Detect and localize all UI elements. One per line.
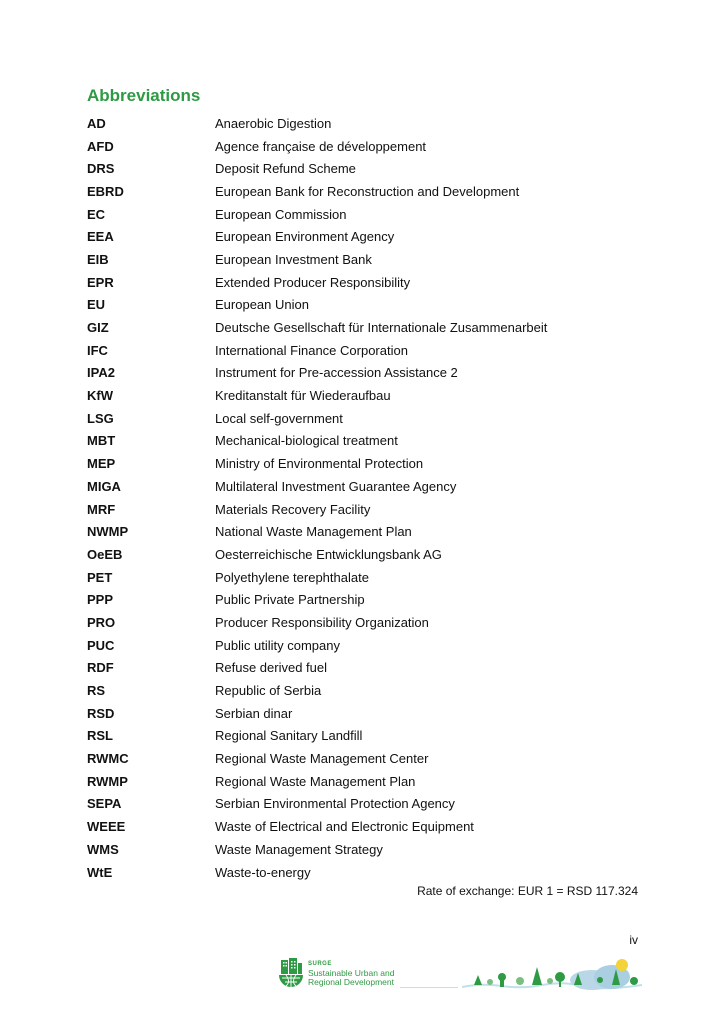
- abbreviation-row: [87, 793, 647, 816]
- abbreviation-term: EU: [87, 297, 106, 313]
- abbreviation-term: RDF: [87, 660, 114, 676]
- abbreviation-term: RSD: [87, 705, 115, 721]
- abbreviation-definition: Mechanical-biological treatment: [215, 433, 398, 449]
- abbreviation-term: WEEE: [87, 819, 126, 835]
- abbreviation-definition: European Union: [215, 297, 309, 313]
- abbreviation-definition: Instrument for Pre-accession Assistance 2: [215, 365, 458, 381]
- abbreviation-term: IPA2: [87, 365, 115, 381]
- abbreviation-term: DRS: [87, 161, 115, 177]
- abbreviation-row: [87, 203, 647, 226]
- abbreviation-definition: Producer Responsibility Organization: [215, 614, 429, 630]
- abbreviation-definition: European Bank for Reconstruction and Development: [215, 183, 520, 199]
- abbreviation-row: [87, 838, 647, 861]
- abbreviation-definition: Polyethylene terephthalate: [215, 569, 369, 585]
- abbreviation-term: EC: [87, 206, 106, 222]
- abbreviation-definition: National Waste Management Plan: [215, 524, 412, 540]
- abbreviation-definition: Ministry of Environmental Protection: [215, 456, 424, 472]
- abbreviation-term: GIZ: [87, 320, 109, 336]
- page-title: Abbreviations: [87, 86, 201, 105]
- abbreviation-term: EIB: [87, 251, 109, 267]
- logo-line-1: Sustainable Urban and: [308, 967, 395, 978]
- abbreviations-list: [87, 112, 647, 883]
- abbreviation-term: MEP: [87, 456, 116, 472]
- landscape-illustration: [462, 955, 642, 991]
- abbreviation-term: RWMC: [87, 751, 129, 767]
- abbreviation-row: [87, 112, 647, 135]
- abbreviation-row: [87, 657, 647, 680]
- abbreviation-row: [87, 861, 647, 884]
- abbreviation-definition: Multilateral Investment Guarantee Agency: [215, 478, 457, 494]
- footer-divider: [400, 987, 458, 988]
- abbreviation-row: [87, 566, 647, 589]
- abbreviation-definition: Materials Recovery Facility: [215, 501, 371, 517]
- abbreviation-definition: Regional Waste Management Plan: [215, 773, 416, 789]
- abbreviation-row: [87, 815, 647, 838]
- abbreviation-term: PPP: [87, 592, 114, 608]
- abbreviation-term: PUC: [87, 637, 115, 653]
- abbreviation-definition: Refuse derived fuel: [215, 660, 328, 676]
- abbreviation-definition: Extended Producer Responsibility: [215, 274, 411, 290]
- abbreviation-term: RWMP: [87, 773, 128, 789]
- abbreviation-row: [87, 135, 647, 158]
- abbreviation-term: AFD: [87, 138, 114, 154]
- abbreviation-row: [87, 588, 647, 611]
- abbreviation-definition: Deposit Refund Scheme: [215, 161, 356, 177]
- abbreviation-row: [87, 498, 647, 521]
- abbreviation-row: [87, 452, 647, 475]
- abbreviation-definition: Public utility company: [215, 637, 340, 653]
- abbreviation-definition: Kreditanstalt für Wiederaufbau: [215, 388, 391, 404]
- abbreviation-term: RS: [87, 683, 106, 699]
- abbreviation-definition: Oesterreichische Entwicklungsbank AG: [215, 546, 442, 562]
- abbreviation-definition: Regional Sanitary Landfill: [215, 728, 363, 744]
- abbreviation-definition: Local self-government: [215, 410, 343, 426]
- abbreviation-term: LSG: [87, 410, 114, 426]
- abbreviation-term: OeEB: [87, 546, 123, 562]
- abbreviation-row: [87, 339, 647, 362]
- abbreviation-row: [87, 316, 647, 339]
- abbreviation-row: [87, 430, 647, 453]
- abbreviation-row: [87, 225, 647, 248]
- abbreviation-term: MRF: [87, 501, 116, 517]
- abbreviation-term: MIGA: [87, 478, 121, 494]
- abbreviation-term: WtE: [87, 864, 113, 880]
- surge-logo: [278, 956, 403, 990]
- abbreviation-definition: Deutsche Gesellschaft für Internationale Zusammenarbeit: [215, 320, 548, 336]
- abbreviation-definition: Waste-to-energy: [215, 864, 311, 880]
- abbreviation-row: [87, 384, 647, 407]
- abbreviation-term: EBRD: [87, 183, 124, 199]
- abbreviation-definition: European Environment Agency: [215, 229, 395, 245]
- abbreviation-row: [87, 702, 647, 725]
- abbreviation-definition: Serbian dinar: [215, 705, 293, 721]
- abbreviation-term: MBT: [87, 433, 116, 449]
- abbreviation-term: IFC: [87, 342, 108, 358]
- abbreviation-term: KfW: [87, 388, 113, 404]
- abbreviation-row: [87, 747, 647, 770]
- abbreviation-definition: European Investment Bank: [215, 251, 372, 267]
- abbreviation-definition: European Commission: [215, 206, 347, 222]
- abbreviation-row: [87, 611, 647, 634]
- abbreviation-row: [87, 157, 647, 180]
- abbreviation-definition: Serbian Environmental Protection Agency: [215, 796, 455, 812]
- abbreviation-definition: Republic of Serbia: [215, 683, 322, 699]
- abbreviation-definition: Anaerobic Digestion: [215, 115, 332, 131]
- exchange-rate-note: Rate of exchange: EUR 1 = RSD 117.324: [417, 884, 638, 898]
- abbreviation-definition: Regional Waste Management Center: [215, 751, 429, 767]
- abbreviation-term: PET: [87, 569, 113, 585]
- abbreviation-term: NWMP: [87, 524, 129, 540]
- abbreviation-row: [87, 725, 647, 748]
- abbreviation-term: EPR: [87, 274, 114, 290]
- abbreviation-definition: Public Private Partnership: [215, 592, 365, 608]
- abbreviation-row: [87, 543, 647, 566]
- abbreviation-row: [87, 271, 647, 294]
- abbreviation-row: [87, 475, 647, 498]
- logo-text: [308, 960, 394, 987]
- abbreviation-row: [87, 407, 647, 430]
- building-globe-icon: [278, 958, 304, 988]
- page-number: iv: [629, 933, 638, 947]
- abbreviation-term: WMS: [87, 841, 119, 857]
- abbreviation-row: [87, 679, 647, 702]
- abbreviation-row: [87, 520, 647, 543]
- abbreviation-term: PRO: [87, 614, 116, 630]
- abbreviation-term: AD: [87, 115, 106, 131]
- abbreviation-row: [87, 770, 647, 793]
- abbreviation-definition: International Finance Corporation: [215, 342, 408, 358]
- logo-small-label: SURGE: [308, 960, 332, 967]
- abbreviation-row: [87, 362, 647, 385]
- abbreviation-row: [87, 248, 647, 271]
- abbreviation-definition: Waste of Electrical and Electronic Equipment: [215, 819, 474, 835]
- abbreviation-term: EEA: [87, 229, 114, 245]
- abbreviation-row: [87, 634, 647, 657]
- abbreviation-term: RSL: [87, 728, 113, 744]
- abbreviation-definition: Agence française de développement: [215, 138, 427, 154]
- abbreviation-row: [87, 180, 647, 203]
- abbreviation-row: [87, 294, 647, 317]
- logo-line-2: Regional Development: [308, 976, 394, 987]
- abbreviation-term: SEPA: [87, 796, 122, 812]
- abbreviation-definition: Waste Management Strategy: [215, 841, 383, 857]
